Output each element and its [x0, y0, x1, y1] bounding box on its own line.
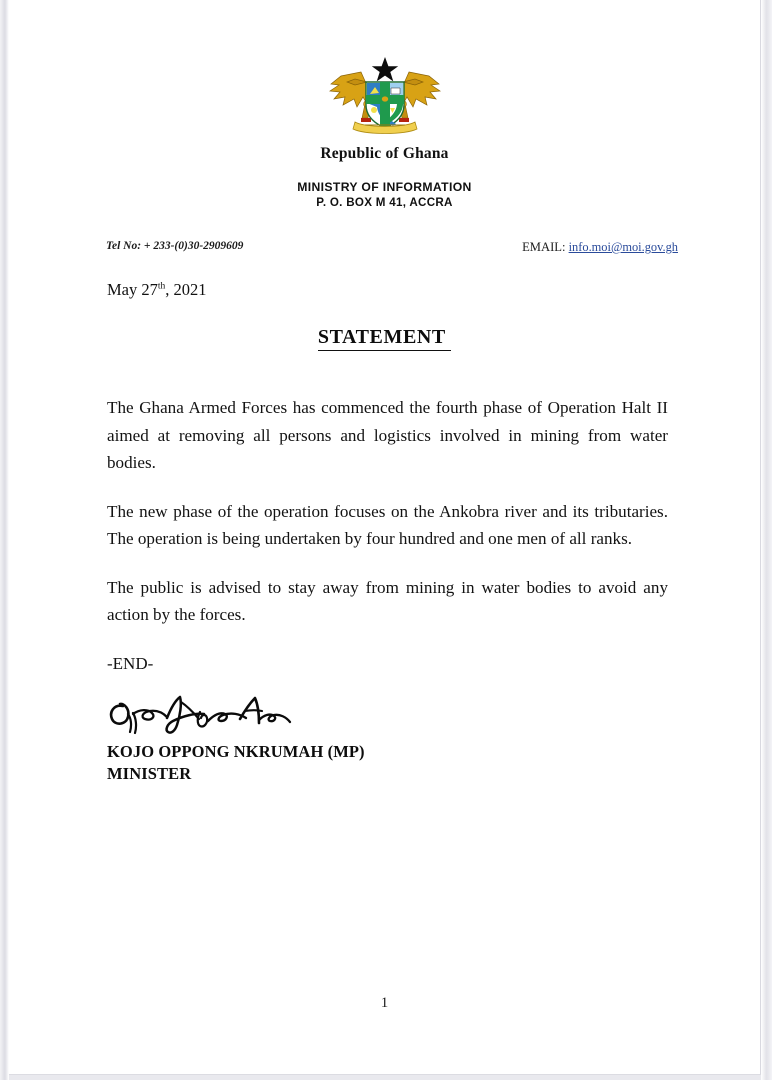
republic-title: Republic of Ghana — [320, 145, 449, 162]
date-year: , 2021 — [165, 280, 207, 299]
paragraph-3: The public is advised to stay away from mining in water bodies to avoid any action by the forces. — [107, 577, 668, 624]
viewer-left-gutter — [0, 0, 9, 1080]
ghana-coat-of-arms-icon — [321, 52, 449, 138]
page-title: STATEMENT — [318, 326, 451, 351]
paragraph-1: The Ghana Armed Forces has commenced the fourth phase of Operation Halt II aimed at removing all persons and logistics involved in mining from water bodies. — [107, 398, 668, 472]
page-number: 1 — [380, 995, 389, 1011]
telephone-line: Tel No: + 233-(0)30-2909609 — [106, 240, 244, 252]
letter-date — [107, 280, 760, 300]
email-line — [522, 240, 678, 255]
title-row — [9, 326, 760, 351]
signature-block — [107, 692, 760, 784]
po-box-line: P. O. BOX M 41, ACCRA — [316, 196, 453, 209]
body-text — [107, 394, 668, 629]
end-marker: -END- — [107, 653, 154, 673]
date-month-day: May 27 — [107, 280, 158, 299]
letterhead — [9, 0, 760, 209]
viewer-right-gutter — [761, 0, 772, 1080]
signer-role: MINISTER — [107, 763, 192, 783]
document-page — [9, 0, 761, 1075]
date-ordinal-suffix: th — [157, 281, 166, 292]
paragraph-2: The new phase of the operation focuses on the Ankobra river and its tributaries. The operation is being undertaken by four hundred and one men of all ranks. — [107, 501, 668, 548]
signer-name: KOJO OPPONG NKRUMAH (MP) — [107, 741, 365, 761]
email-label: EMAIL: — [522, 240, 566, 254]
handwritten-signature-icon — [107, 692, 297, 738]
contact-row — [98, 240, 678, 258]
ministry-title: MINISTRY OF INFORMATION — [297, 180, 472, 194]
email-address-link[interactable]: info.moi@moi.gov.gh — [568, 240, 678, 254]
